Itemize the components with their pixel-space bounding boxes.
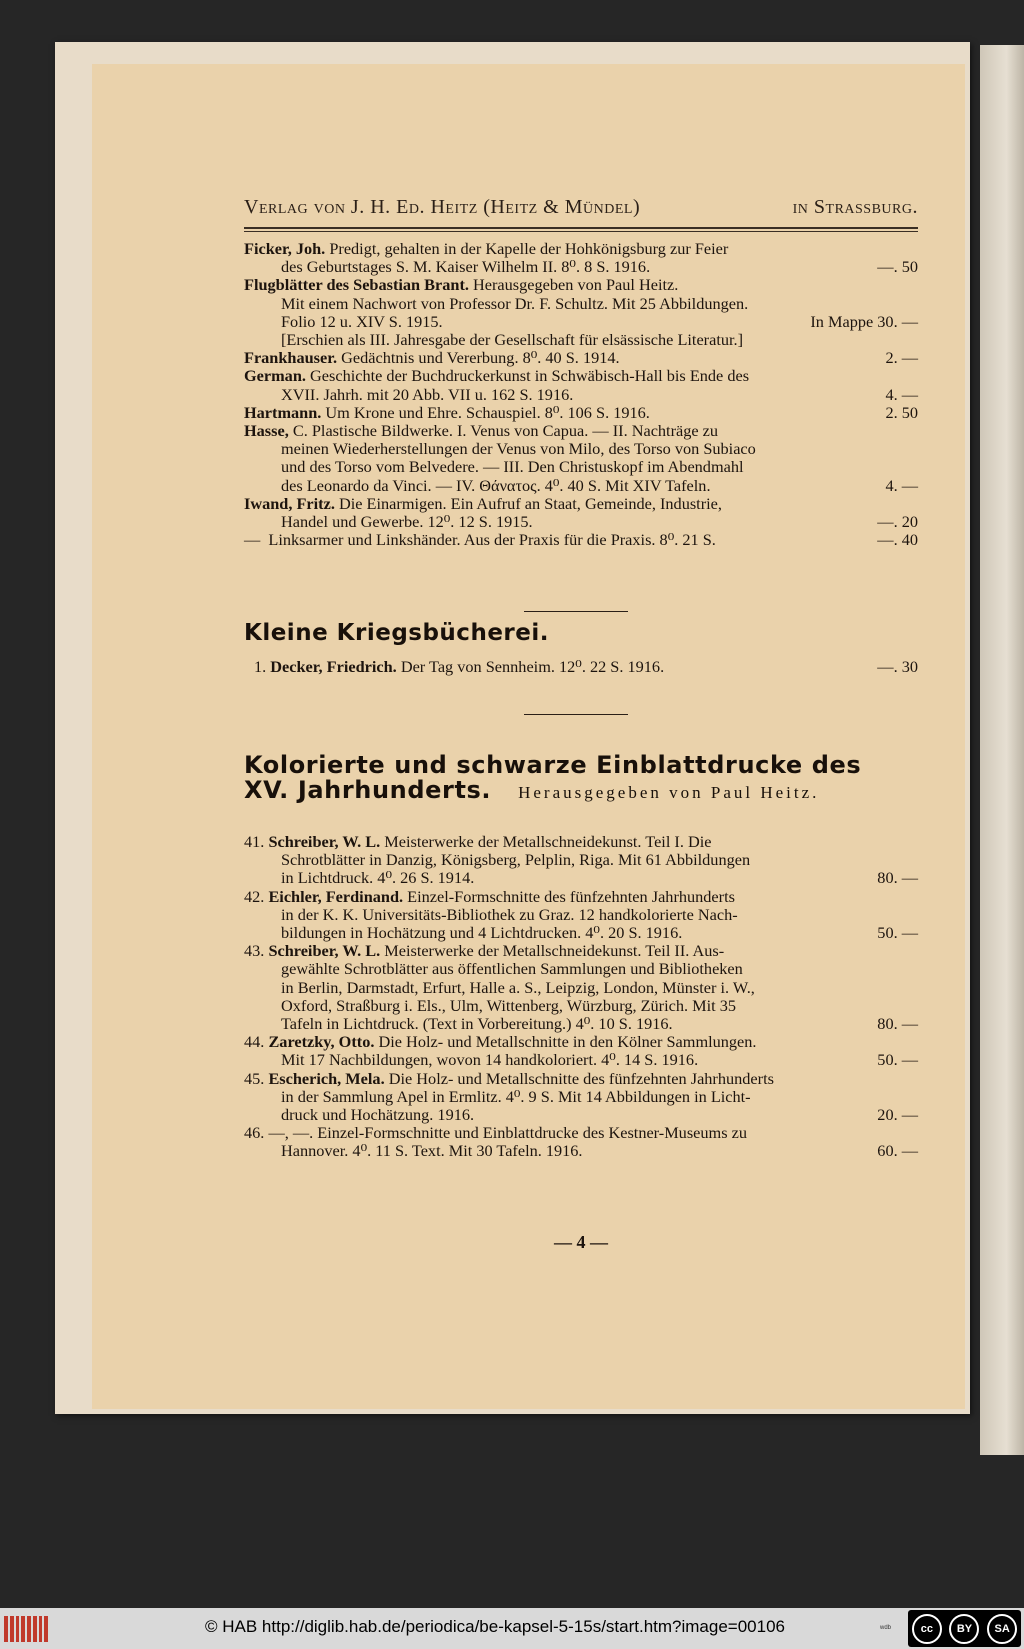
- entry-text: Mit 17 Nachbildungen, wovon 14 handkoloriert. 4⁰. 14 S. 1916.: [281, 1050, 699, 1070]
- entry-text: Oxford, Straßburg i. Els., Ulm, Wittenberg, Würzburg, Zürich. Mit 35: [281, 995, 737, 1015]
- entry-text: Meisterwerke der Metallschneidekunst. Teil II. Aus-: [384, 941, 725, 961]
- list-item: [244, 240, 918, 276]
- entry-text: in der Sammlung Apel in Ermlitz. 4⁰. 9 S. Mit 14 Abbildungen in Licht-: [281, 1086, 751, 1106]
- entry-number: 44.: [244, 1032, 265, 1052]
- entry-text: in der K. K. Universitäts-Bibliothek zu Graz. 12 handkolorierte Nach-: [281, 904, 738, 924]
- entry-text: Einzel-Formschnitte und Einblattdrucke des Kestner-Museums zu: [317, 1123, 747, 1143]
- entry-text: Die Einarmigen. Ein Aufruf an Staat, Gemeinde, Industrie,: [338, 493, 722, 513]
- entry-text: meinen Wiederherstellungen der Venus von Milo, des Torso von Subiaco: [281, 439, 756, 459]
- entry-author: Escherich, Mela.: [268, 1068, 385, 1088]
- footer-small-label: wdb: [880, 1625, 892, 1631]
- entry-author: Ficker, Joh.: [244, 239, 326, 258]
- head-rule: [244, 227, 918, 229]
- entry-price: —. 20: [877, 512, 918, 532]
- entry-author: German.: [244, 366, 306, 386]
- head-rule-thin: [244, 231, 918, 232]
- entry-text: C. Plastische Bildwerke. I. Venus von Capua. — II. Nachträge zu: [292, 421, 719, 441]
- list-item: [244, 658, 918, 676]
- entry-text: bildungen in Hochätzung und 4 Lichtdrucken. 4⁰. 20 S. 1916.: [281, 923, 683, 943]
- section1-entries: [244, 658, 918, 676]
- copyright-link[interactable]: © HAB http://diglib.hab.de/periodica/be-kapsel-5-15s/start.htm?image=00106: [205, 1617, 786, 1636]
- entry-price: 2. 50: [885, 402, 918, 422]
- entry-price: 2. —: [885, 348, 918, 368]
- entry-author: —: [244, 530, 261, 550]
- entry-author: Schreiber, W. L.: [268, 832, 381, 851]
- entries-top: [244, 240, 918, 549]
- entry-text: Predigt, gehalten in der Kapelle der Hohkönigsburg zur Feier: [329, 239, 729, 258]
- section2-entries: [244, 833, 918, 1161]
- list-item: [244, 833, 918, 888]
- list-item: [244, 942, 918, 1033]
- list-item: [244, 367, 918, 403]
- entry-number: 41.: [244, 832, 265, 851]
- page-number: — 4 —: [554, 1232, 608, 1252]
- list-item: [244, 888, 918, 943]
- entry-text: Meisterwerke der Metallschneidekunst. Teil I. Die: [384, 832, 712, 851]
- entry-text: Mit einem Nachwort von Professor Dr. F. Schultz. Mit 25 Abbildungen.: [281, 293, 749, 313]
- entry-text: Folio 12 u. XIV S. 1915.: [281, 311, 443, 331]
- entry-text: Um Krone und Ehre. Schauspiel. 8⁰. 106 S. 1916.: [325, 402, 650, 422]
- entry-text: Gedächtnis und Vererbung. 8⁰. 40 S. 1914.: [341, 348, 620, 368]
- entry-price: 50. —: [877, 923, 918, 943]
- entry-author: Frankhauser.: [244, 348, 338, 368]
- entry-text: Linksarmer und Linkshänder. Aus der Praxis für die Praxis. 8⁰. 21 S.: [268, 530, 716, 550]
- entry-text: des Leonardo da Vinci. — IV. Θάνατος. 4⁰. 40 S. Mit XIV Tafeln.: [281, 475, 711, 495]
- cc-license-badge[interactable]: [908, 1610, 1021, 1647]
- entry-text: in Lichtdruck. 4⁰. 26 S. 1914.: [281, 868, 475, 888]
- entry-author: Eichler, Ferdinand.: [268, 886, 404, 906]
- entry-text: Geschichte der Buchdruckerkunst in Schwäbisch-Hall bis Ende des: [310, 366, 750, 386]
- running-head: [244, 196, 918, 219]
- list-item: [244, 1033, 918, 1069]
- entry-price: 60. —: [877, 1141, 918, 1161]
- entry-author: Schreiber, W. L.: [268, 941, 381, 961]
- entry-price: —. 40: [877, 530, 918, 550]
- entry-text: Schrotblätter in Danzig, Königsberg, Pelplin, Riga. Mit 61 Abbildungen: [281, 850, 751, 870]
- entry-text: Handel und Gewerbe. 12⁰. 12 S. 1915.: [281, 512, 533, 532]
- section-title: Kleine Kriegsbücherei.: [244, 620, 549, 646]
- entry-note: [Erschien als III. Jahresgabe der Gesellschaft für elsässische Literatur.]: [281, 330, 744, 350]
- by-icon: BY: [949, 1614, 979, 1644]
- entry-number: 1.: [254, 657, 267, 676]
- entry-text: Tafeln in Lichtdruck. (Text in Vorbereitung.) 4⁰. 10 S. 1916.: [281, 1014, 673, 1034]
- entry-text: druck und Hochätzung. 1916.: [281, 1105, 475, 1125]
- entry-price: 4. —: [885, 384, 918, 404]
- entry-author: Hasse,: [244, 421, 289, 441]
- list-item: [244, 422, 918, 495]
- entry-text: und des Torso vom Belvedere. — III. Den Christuskopf im Abendmahl: [281, 457, 744, 477]
- sa-icon: SA: [987, 1614, 1017, 1644]
- hab-logo-icon: [4, 1616, 48, 1642]
- entry-price: —. 50: [877, 257, 918, 277]
- list-item: [244, 349, 918, 367]
- footer-bar: [0, 1608, 1024, 1649]
- entry-price: 80. —: [877, 868, 918, 888]
- entry-text: Herausgegeben von Paul Heitz.: [473, 275, 679, 295]
- section-title-line-1: Kolorierte und schwarze Einblattdrucke des: [244, 751, 862, 779]
- entry-author: —, —.: [268, 1123, 314, 1143]
- entry-text: Die Holz- und Metallschnitte des fünfzehnten Jahrhunderts: [388, 1068, 774, 1088]
- list-item: [244, 404, 918, 422]
- section-title: [244, 751, 918, 804]
- adjacent-sheet: [980, 45, 1024, 1455]
- entry-text: Die Holz- und Metallschnitte in den Kölner Sammlungen.: [378, 1032, 757, 1052]
- entry-price: —. 30: [877, 657, 918, 676]
- entry-author: Flugblätter des Sebastian Brant.: [244, 275, 469, 295]
- cc-icon: cc: [912, 1614, 942, 1644]
- entry-text: in Berlin, Darmstadt, Erfurt, Halle a. S., Leipzig, London, Münster i. W.,: [281, 977, 755, 997]
- entry-number: 43.: [244, 941, 265, 961]
- running-head-left: Verlag von J. H. Ed. Heitz (Heitz & Mündel): [244, 196, 641, 218]
- entry-author: Iwand, Fritz.: [244, 493, 335, 513]
- entry-price: 50. —: [877, 1050, 918, 1070]
- entry-price: In Mappe 30. —: [810, 311, 918, 331]
- entry-price: 20. —: [877, 1105, 918, 1125]
- document-page: [92, 64, 965, 1409]
- entry-number: 42.: [244, 886, 265, 906]
- entry-price: 80. —: [877, 1014, 918, 1034]
- entry-text: Der Tag von Sennheim. 12⁰. 22 S. 1916.: [400, 657, 665, 676]
- running-head-right: in Strassburg.: [792, 196, 918, 218]
- entry-text: gewählte Schrotblätter aus öffentlichen Sammlungen und Bibliotheken: [281, 959, 743, 979]
- entry-price: 4. —: [885, 475, 918, 495]
- entry-number: 46.: [244, 1123, 265, 1143]
- section-subtitle: Herausgegeben von Paul Heitz.: [518, 783, 820, 802]
- list-item: [244, 1070, 918, 1125]
- list-item: [244, 495, 918, 531]
- section-title-line-2: XV. Jahrhunderts.: [244, 776, 492, 804]
- list-item: [244, 276, 918, 349]
- list-item: [244, 1124, 918, 1160]
- entry-text: des Geburtstages S. M. Kaiser Wilhelm II. 8⁰. 8 S. 1916.: [281, 257, 651, 277]
- entry-number: 45.: [244, 1068, 265, 1088]
- entry-author: Decker, Friedrich.: [270, 657, 397, 676]
- entry-text: Hannover. 4⁰. 11 S. Text. Mit 30 Tafeln. 1916.: [281, 1141, 583, 1161]
- entry-author: Zaretzky, Otto.: [268, 1032, 375, 1052]
- section-divider: [524, 714, 628, 715]
- section-divider: [524, 611, 628, 612]
- entry-text: XVII. Jahrh. mit 20 Abb. VII u. 162 S. 1916.: [281, 384, 574, 404]
- entry-author: Hartmann.: [244, 402, 322, 422]
- list-item: [244, 531, 918, 549]
- entry-text: Einzel-Formschnitte des fünfzehnten Jahrhunderts: [407, 886, 735, 906]
